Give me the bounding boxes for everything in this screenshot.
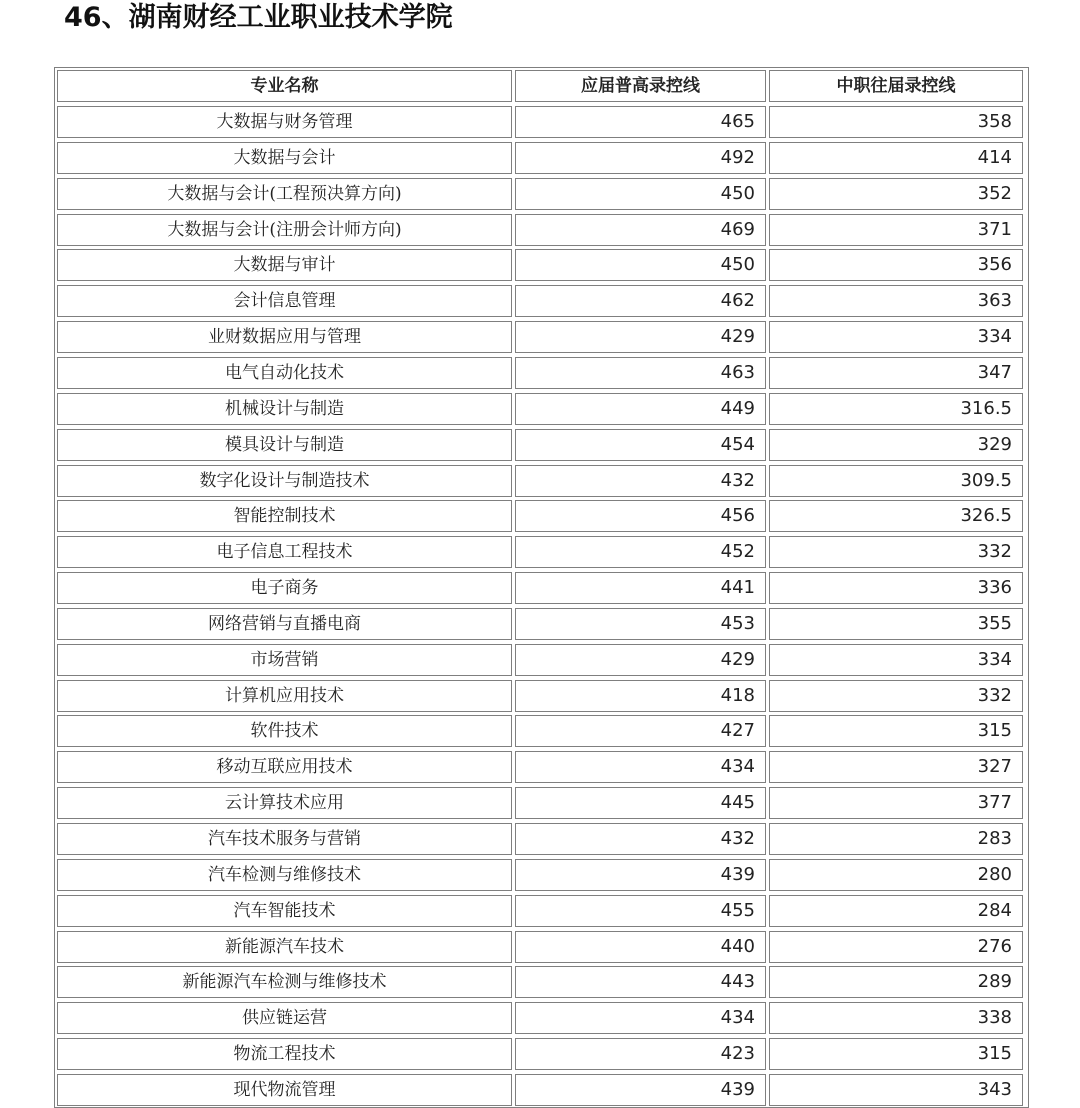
general-high-school-line-cell: 462: [515, 285, 766, 317]
general-high-school-line-cell: 439: [515, 859, 766, 891]
major-name-cell: 移动互联应用技术: [57, 751, 512, 783]
general-high-school-line-cell: 463: [515, 357, 766, 389]
general-high-school-line-cell: 449: [515, 393, 766, 425]
major-name-cell: 计算机应用技术: [57, 680, 512, 712]
general-high-school-line-cell: 441: [515, 572, 766, 604]
general-high-school-line-cell: 492: [515, 142, 766, 174]
major-name-cell: 供应链运营: [57, 1002, 512, 1034]
general-high-school-line-cell: 429: [515, 321, 766, 353]
major-name-cell: 机械设计与制造: [57, 393, 512, 425]
vocational-line-cell: 334: [769, 321, 1023, 353]
major-name-cell: 云计算技术应用: [57, 787, 512, 819]
vocational-line-cell: 371: [769, 214, 1023, 246]
major-name-cell: 网络营销与直播电商: [57, 608, 512, 640]
vocational-line-cell: 280: [769, 859, 1023, 891]
header-general-high-school-line: 应届普高录控线: [515, 70, 766, 102]
major-name-cell: 业财数据应用与管理: [57, 321, 512, 353]
major-name-cell: 市场营销: [57, 644, 512, 676]
vocational-line-cell: 414: [769, 142, 1023, 174]
general-high-school-line-cell: 445: [515, 787, 766, 819]
major-name-cell: 模具设计与制造: [57, 429, 512, 461]
major-name-cell: 现代物流管理: [57, 1074, 512, 1106]
vocational-line-cell: 326.5: [769, 500, 1023, 532]
major-name-cell: 汽车智能技术: [57, 895, 512, 927]
major-name-cell: 大数据与审计: [57, 249, 512, 281]
vocational-line-cell: 309.5: [769, 465, 1023, 497]
general-high-school-line-cell: 450: [515, 178, 766, 210]
major-name-cell: 汽车检测与维修技术: [57, 859, 512, 891]
header-vocational-line: 中职往届录控线: [769, 70, 1023, 102]
vocational-line-cell: 347: [769, 357, 1023, 389]
vocational-line-cell: 332: [769, 536, 1023, 568]
major-name-cell: 电气自动化技术: [57, 357, 512, 389]
major-name-cell: 会计信息管理: [57, 285, 512, 317]
general-high-school-line-cell: 439: [515, 1074, 766, 1106]
general-high-school-line-cell: 432: [515, 465, 766, 497]
vocational-line-cell: 356: [769, 249, 1023, 281]
vocational-line-cell: 352: [769, 178, 1023, 210]
vocational-line-cell: 358: [769, 106, 1023, 138]
general-high-school-line-cell: 434: [515, 1002, 766, 1034]
general-high-school-line-cell: 440: [515, 931, 766, 963]
general-high-school-line-cell: 469: [515, 214, 766, 246]
vocational-line-cell: 289: [769, 966, 1023, 998]
vocational-line-cell: 329: [769, 429, 1023, 461]
general-high-school-line-cell: 427: [515, 715, 766, 747]
major-name-cell: 软件技术: [57, 715, 512, 747]
major-name-cell: 大数据与会计(工程预决算方向): [57, 178, 512, 210]
general-high-school-line-cell: 423: [515, 1038, 766, 1070]
major-name-cell: 电子商务: [57, 572, 512, 604]
vocational-line-cell: 315: [769, 715, 1023, 747]
major-name-cell: 智能控制技术: [57, 500, 512, 532]
general-high-school-line-cell: 456: [515, 500, 766, 532]
vocational-line-cell: 327: [769, 751, 1023, 783]
general-high-school-line-cell: 453: [515, 608, 766, 640]
general-high-school-line-cell: 432: [515, 823, 766, 855]
header-major-name: 专业名称: [57, 70, 512, 102]
general-high-school-line-cell: 455: [515, 895, 766, 927]
vocational-line-cell: 276: [769, 931, 1023, 963]
vocational-line-cell: 284: [769, 895, 1023, 927]
general-high-school-line-cell: 450: [515, 249, 766, 281]
page-title: 46、湖南财经工业职业技术学院: [64, 2, 453, 33]
vocational-line-cell: 343: [769, 1074, 1023, 1106]
vocational-line-cell: 334: [769, 644, 1023, 676]
general-high-school-line-cell: 452: [515, 536, 766, 568]
general-high-school-line-cell: 443: [515, 966, 766, 998]
general-high-school-line-cell: 434: [515, 751, 766, 783]
major-name-cell: 电子信息工程技术: [57, 536, 512, 568]
vocational-line-cell: 336: [769, 572, 1023, 604]
major-name-cell: 新能源汽车检测与维修技术: [57, 966, 512, 998]
major-name-cell: 物流工程技术: [57, 1038, 512, 1070]
vocational-line-cell: 338: [769, 1002, 1023, 1034]
vocational-line-cell: 315: [769, 1038, 1023, 1070]
major-name-cell: 大数据与财务管理: [57, 106, 512, 138]
major-name-cell: 大数据与会计: [57, 142, 512, 174]
general-high-school-line-cell: 454: [515, 429, 766, 461]
vocational-line-cell: 355: [769, 608, 1023, 640]
major-name-cell: 数字化设计与制造技术: [57, 465, 512, 497]
vocational-line-cell: 332: [769, 680, 1023, 712]
vocational-line-cell: 283: [769, 823, 1023, 855]
vocational-line-cell: 363: [769, 285, 1023, 317]
general-high-school-line-cell: 418: [515, 680, 766, 712]
major-name-cell: 大数据与会计(注册会计师方向): [57, 214, 512, 246]
general-high-school-line-cell: 465: [515, 106, 766, 138]
major-name-cell: 汽车技术服务与营销: [57, 823, 512, 855]
vocational-line-cell: 316.5: [769, 393, 1023, 425]
general-high-school-line-cell: 429: [515, 644, 766, 676]
major-name-cell: 新能源汽车技术: [57, 931, 512, 963]
vocational-line-cell: 377: [769, 787, 1023, 819]
